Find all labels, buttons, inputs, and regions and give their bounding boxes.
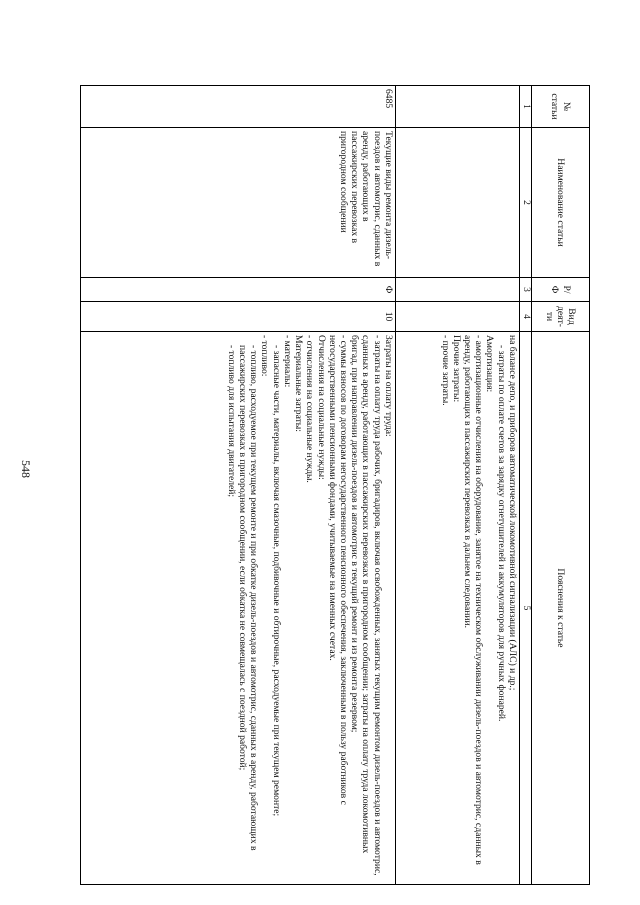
explanation-cell xyxy=(81,332,396,885)
explanation-line: - амортизационные отчисления на оборудование, занятое на техническом обслуживании дизель-поездов и автомотрис, сданных в аренду, работающих в пассажирских перевозках в дальнем следовании. xyxy=(462,335,485,865)
header-rf: Р/ Ф xyxy=(532,278,590,302)
column-number: 1 xyxy=(519,86,531,128)
explanation-line: Затраты на оплату труда: xyxy=(382,335,394,437)
explanation-line: на балансе депо, и приборов автоматической локомотивной сигнализации (АЛС) и др.; xyxy=(506,335,518,691)
header-activity-type: Вид деят-ти xyxy=(532,302,590,332)
explanation-line: - материалы: xyxy=(281,335,293,388)
document-table-sheet xyxy=(80,85,590,885)
item-name-cell xyxy=(395,128,519,278)
explanation-line: - прочие затраты. xyxy=(439,335,451,406)
explanation-line: - суммы взносов по договорам негосударственного пенсионного обеспечения, заключенным в пользу работников с негосударственными пенсионными фондами, учитываемые на именных счетах. xyxy=(326,335,350,805)
item-number-cell xyxy=(395,86,519,128)
explanation-line: Отчисления на социальные нужды: xyxy=(315,335,327,480)
rf-cell: Ф xyxy=(81,278,396,302)
explanation-line: Материальные затраты: xyxy=(293,335,305,432)
activity-type-cell xyxy=(395,302,519,332)
expense-items-table xyxy=(80,85,590,885)
explanation-cell xyxy=(395,332,519,885)
explanation-line: Амортизация: xyxy=(484,335,496,393)
column-number: 4 xyxy=(519,302,531,332)
explanation-line: - топливо для испытания двигателей; xyxy=(225,345,237,498)
column-number-row xyxy=(519,86,531,885)
header-item-number: № статьи xyxy=(532,86,590,128)
explanation-line: - запасные части, материалы, включая смазочные, подбивочные и обтирочные, расходуемые при текущем ремонте; xyxy=(270,345,282,817)
activity-type-cell: 10 xyxy=(81,302,396,332)
header-row xyxy=(532,86,590,885)
explanation-line: - затраты на оплату труда рабочих, бригадиров, включая освобожденных, занятых текущим ремонтом дизель-поездов и автомотрис, сданных в аренду, работающих в пассажирских перевозках в пригородном сообщении; затраты на оплату труда локомотивных бригад, при направлении дизель-поездов и автомотрис в текущий ремонт и из ремонта резервом; xyxy=(349,335,383,876)
explanation-line: Прочие затраты: xyxy=(450,335,462,403)
table-row xyxy=(81,86,396,885)
explanation-line: - топливо: xyxy=(259,335,271,377)
table-row xyxy=(395,86,519,885)
explanation-line: - топливо, расходуемое при текущем ремонте и при обкатке дизель-поездов и автомотрис, сданных в аренду, работающих в пассажирских перевозках в пригородном сообщении, если обкатка не совмещалась с поездной работой; xyxy=(237,345,260,851)
header-explanation: Пояснения к статье xyxy=(532,332,590,885)
header-item-name: Наименование статьи xyxy=(532,128,590,278)
column-number: 2 xyxy=(519,128,531,278)
rf-cell xyxy=(395,278,519,302)
item-number-cell: 6485 xyxy=(81,86,396,128)
column-number: 3 xyxy=(519,278,531,302)
column-number: 5 xyxy=(519,332,531,885)
explanation-line: - затраты по оплате счетов за зарядку огнетушителей и аккумуляторов для ручных фонарей. xyxy=(495,345,507,722)
explanation-line: - отчисления на социальные нужды. xyxy=(304,335,316,483)
item-name-cell: Текущие виды ремонта дизель-поездов и автомотрис, сданных в аренду, работающих в пассажирских перевозках в пригородном сообщении xyxy=(81,128,396,278)
page-number: 548 xyxy=(19,460,33,478)
